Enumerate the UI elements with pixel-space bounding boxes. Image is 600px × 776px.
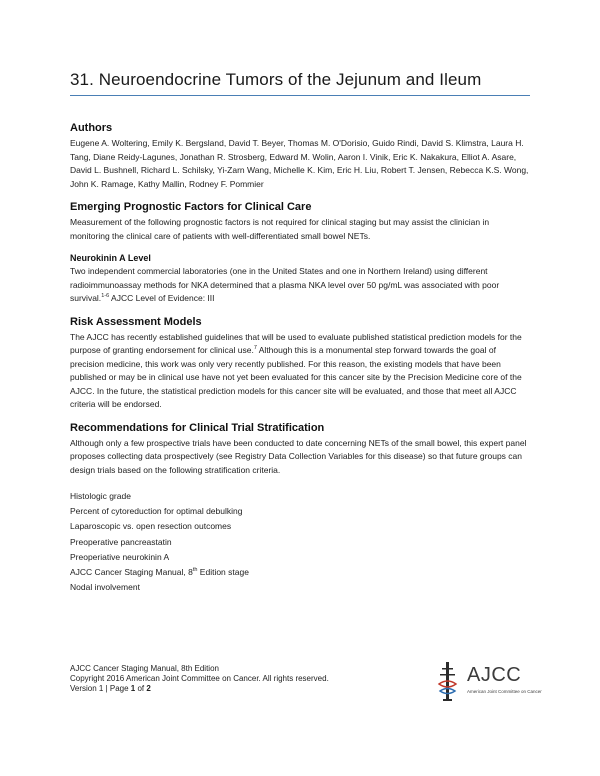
list-item: Nodal involvement — [70, 582, 140, 593]
risk-text — [70, 331, 530, 412]
neurokinin-text-main: Two independent commercial laboratories (one in the United States and one in Northern Ireland) using different radioimmunoassay methods for NKA determined that a plasma NKA level over 50 pg/mL was associated with poor survival. — [70, 266, 500, 303]
recommendations-text: Although only a few prospective trials have been conducted to date concerning NETs of the small bowel, this expert panel proposes collecting data prospectively (see Registry Data Collection Variables for this disease) so that future groups can design trials based on the following stratification criteria. — [70, 437, 527, 475]
risk-section — [70, 316, 530, 412]
list-item: Preoperiative neurokinin A — [70, 551, 170, 562]
page-title: 31. Neuroendocrine Tumors of the Jejunum and Ileum — [70, 70, 482, 89]
footer-manual: AJCC Cancer Staging Manual, 8th Edition — [70, 664, 219, 673]
risk-text-main: The AJCC has recently established guidelines that will be used to evaluate published statistical prediction models for the purpose of granting endorsement for clinical use. — [70, 331, 522, 355]
authors-heading: Authors — [70, 122, 113, 134]
list-item: Percent of cytoreduction for optimal debulking — [70, 506, 243, 517]
recommendations-heading: Recommendations for Clinical Trial Stratification — [70, 421, 325, 434]
risk-text-rest: Although this is a monumental step forward towards the goal of precision medicine, this work was only very recently published. For this reason, the existing models that have been published or may be in clinical use have not yet been evaluated for this cancer site by the Precision Medicine core of the AJCC. In the future, the statistical prediction models for this cancer site will be evaluated, and those that meet all AJCC criteria will be endorsed. — [70, 345, 522, 409]
neurokinin-section — [70, 253, 530, 306]
staging-stage-text: Edition stage — [197, 567, 249, 578]
authors-text: Eugene A. Woltering, Emily K. Bergsland, David T. Beyer, Thomas M. O'Dorisio, Guido Rindi, David S. Klimstra, Laura H. Tang, Diane Reidy-Lagunes, Jonathan R. Strosberg, Edward M. Wolin, Aaron I. Vinik, Eric K. Nakakura, Elliot A. Asare, David L. Bushnell, Richard L. Schilsky, Yi-Zarn Wang, Michelle K. Kim, Eric H. Liu, Robert T. Jensen, Rebecca K.S. Wong, John K. Ramage, Kathy Mallin, Rodney F. Pommier — [70, 138, 529, 189]
document-body — [70, 122, 530, 595]
neurokinin-text — [70, 265, 530, 306]
recommendations-section — [70, 422, 530, 596]
logo-subtitle: American Joint Committee on Cancer — [467, 689, 542, 694]
footer-page-current: 1 — [130, 684, 136, 693]
risk-citation: 7 — [253, 345, 257, 352]
logo-wordmark: AJCC — [467, 664, 522, 686]
footer-version — [70, 684, 329, 694]
list-item: Laparoscopic vs. open resection outcomes — [70, 521, 232, 532]
risk-heading: Risk Assessment Models — [70, 315, 202, 328]
neurokinin-evidence: AJCC Level of Evidence: III — [109, 293, 215, 303]
staging-manual-text: AJCC Cancer Staging Manual, 8 — [70, 567, 193, 578]
footer-copyright: Copyright 2016 American Joint Committee on Cancer. All rights reserved. — [70, 674, 329, 683]
authors-section — [70, 122, 530, 191]
emerging-text: Measurement of the following prognostic factors is not required for clinical staging but may assist the clinician in monitoring the clinical care of patients with well-differentiated small bowel NETs. — [70, 217, 490, 241]
stratification-criteria-list — [70, 489, 530, 595]
page-footer — [70, 664, 329, 694]
footer-version-label: Version 1 | Page — [70, 684, 131, 693]
emerging-heading: Emerging Prognostic Factors for Clinical Care — [70, 201, 312, 213]
ajcc-logo — [435, 660, 545, 700]
footer-page-total: 2 — [146, 684, 151, 693]
neurokinin-heading: Neurokinin A Level — [70, 253, 151, 263]
footer-page-of: of — [135, 684, 147, 693]
list-item: Preoperative pancreastatin — [70, 536, 172, 547]
edition-superscript: th — [192, 567, 198, 574]
list-item: Histologic grade — [70, 491, 131, 501]
list-item — [70, 565, 530, 580]
ajcc-logo-icon — [435, 660, 461, 702]
emerging-section — [70, 201, 530, 243]
neurokinin-citation: 1-6 — [101, 293, 110, 300]
title-divider — [70, 95, 530, 96]
